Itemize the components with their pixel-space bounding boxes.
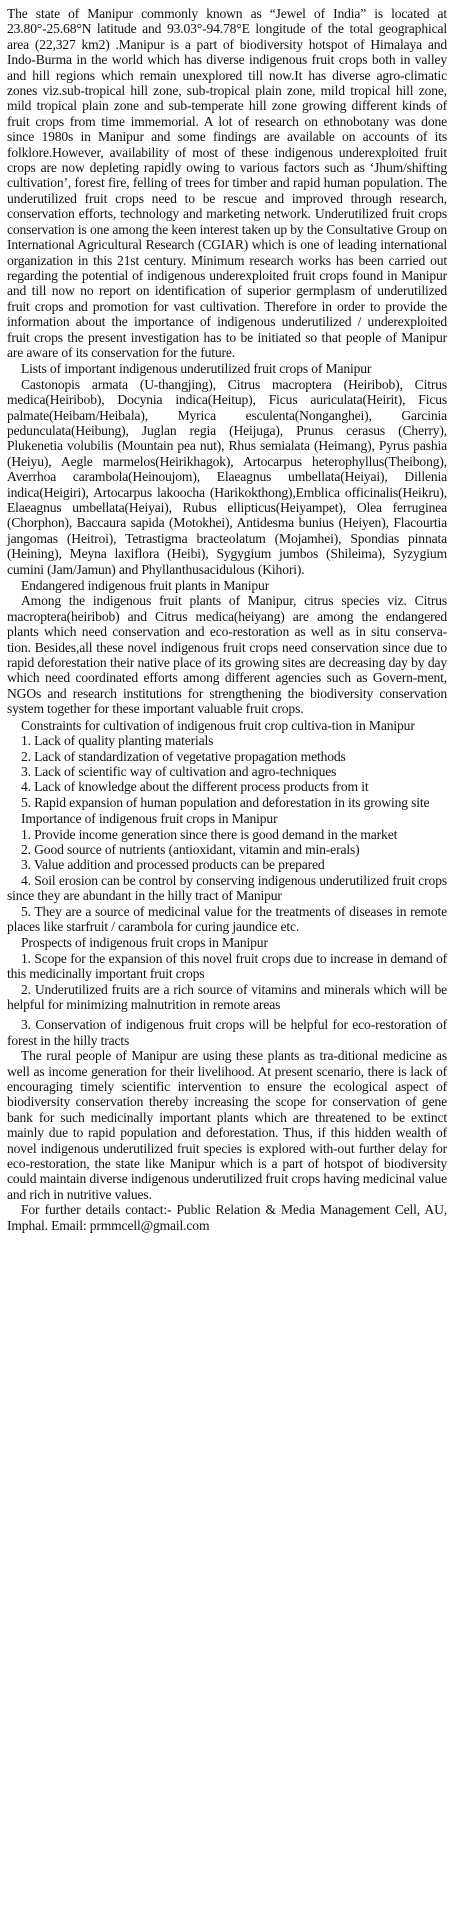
importance-list xyxy=(7,827,447,935)
list-item: 3. Value addition and processed products can be prepared xyxy=(21,857,325,873)
list-item: 1. Scope for the expansion of this novel fruit crops due to increase in demand of this medicinally important fruit crops xyxy=(7,950,447,982)
endangered-heading: Endangered indigenous fruit plants in Manipur xyxy=(21,578,270,594)
list-item: 5. Rapid expansion of human population and deforestation in its growing site xyxy=(21,794,430,810)
list-item: 3. Lack of scientific way of cultivation and agro-techniques xyxy=(21,763,337,779)
prospects-list xyxy=(7,951,447,1048)
conclusion-paragraph: The rural people of Manipur are using these plants as tra-ditional medicine as well as income generation for their livelihood. At present scenario, there is lack of encouraging timely scientific intervention to ensure the ecological aspect of biodiversity conservation thereby increasing the scope for conservation of gene bank for such medicinally important plants which are threatened to be extinct mainly due to rapid population and deforestation. Thus, if this hidden wealth of novel indigenous underutilized fruit species is explored with-out further delay for eco-restoration, the state like Manipur which is a part of hotspot of biodiversity could maintain diverse indigenous underutilized fruit crops having medicinal value and rich in nutritive values. xyxy=(7,1048,447,1202)
list-item: 1. Lack of quality planting materials xyxy=(21,733,214,749)
intro-paragraph: The state of Manipur commonly known as “Jewel of India” is located at 23.80°-25.68°N latitude and 93.03°-94.78°E longitude of the total geographical area (22,327 km2) .Manipur is a part of biodiversity hotspot of Himalaya and Indo-Burma in the world which has diverse indigenous fruit crops both in valley and hill regions which remain unexplored till now.It has diverse agro-climatic zones viz.sub-tropical hill zone, sub-tropical plain zone, mild tropical hill zone, mild tropical plain zone and sub-temperate hill zone growing different kinds of fruit crops from time immemorial. A lot of research on ethnobotany was done since 1980s in Manipur and some findings are available on accounts of its folklore.However, availability of most of these indigenous underexploited fruit crops are now depleting rapidly owing to various factors such as ‘Jhum/shifting cultivation’, forest fire, felling of trees for timber and rapid human population. The underutilized fruit crops need to be rescue and improved through research, conservation efforts, technology and marketing network. Underutilized fruit crops conservation is one among the keen interest taken up by the Consultative Group on International Agricultural Research (CGIAR) which is one of leading international organization in this 21st century. Minimum research works has been carried out regarding the potential of indigenous underexploited fruit crops found in Manipur and till now no report on identification of superior germplasm of underutilized fruit crops and promotion for vast cultivation. Therefore in order to provide the information about the importance of indigenous underutilized / underexploited fruit crops the present investigation has to be initiated so that people of Manipur are aware of its conservation for the future. xyxy=(7,6,447,360)
species-list-heading: Lists of important indigenous underutilized fruit crops of Manipur xyxy=(21,361,372,377)
list-item: 5. They are a source of medicinal value for the treatments of diseases in remote places like starfruit / carambola for curing jaundice etc. xyxy=(7,903,447,934)
list-item: 2. Underutilized fruits are a rich source of vitamins and minerals which will be helpful for minimizing malnutrition in remote areas xyxy=(7,981,447,1012)
endangered-paragraph: Among the indigenous fruit plants of Manipur, citrus species viz. Citrus macroptera(heiribob) and Citrus medica(heiyang) are among the endangered plants which need conservation and eco-restoration as well as in situ conserva-tion. Besides,all these novel indigenous fruit crops need conservation since due to rapid deforestation their native place of its growing sites are decreasing day by day which need coordinated efforts among different agencies such as Govern-ment, NGOs and research institutions for strengthening the biodiversity conservation system together for these important valuable fruit crops. xyxy=(7,593,447,717)
list-item: 4. Lack of knowledge about the different process products from it xyxy=(21,779,369,795)
list-item: 4. Soil erosion can be control by conserving indigenous underutilized fruit crops since they are abundant in the hilly tract of Manipur xyxy=(7,872,447,904)
constraints-list xyxy=(7,733,447,810)
list-item: 1. Provide income generation since there is good demand in the market xyxy=(21,826,398,842)
list-item: 2. Good source of nutrients (antioxidant, vitamin and min-erals) xyxy=(21,841,360,857)
constraints-heading: Constraints for cultivation of indigenous fruit crop cultiva-tion in Manipur xyxy=(21,717,415,733)
prospects-heading: Prospects of indigenous fruit crops in Manipur xyxy=(21,935,268,951)
species-list-paragraph: Castonopis armata (U-thangjing), Citrus macroptera (Heiribob), Citrus medica(Heiribob), Docynia indica(Heitup), Ficus auriculata(Heirit), Ficus palmate(Heibam/Heibala), Myrica esculenta(Nonganghei), Garcinia pedunculata(Heibung), Juglan regia (Heijuga), Prunus cerasus (Cherry), Plukenetia volubilis (Mountain pea nut), Rhus semialata (Heimang), Pyrus pashia (Heiyu), Aegle marmelos(Heirikhagok), Artocarpus heterophyllus(Theibong), Averrhoa carambola(Heinoujom), Elaeagnus umbellata(Heiyai), Dillenia indica(Heigiri), Artocarpus lakoocha (Harikokthong),Emblica officinalis(Heikru), Elaeagnus umbellata(Heiyai), Rubus ellipticus(Heiyampet), Olea ferruginea (Chorphon), Baccaura sapida (Motokhei), Antidesma bunius (Heiyen), Flacourtia jangomas (Heitroi), Tetrastigma bracteolatum (Mojamhei), Spondias pinnata (Heining), Meyna laxiflora (Heibi), Sygygium jumbos (Shileima), Syzygium cumini (Jam/Jamun) and Phyllanthusacidulous (Kihori). xyxy=(7,376,447,577)
list-item: 2. Lack of standardization of vegetative propagation methods xyxy=(21,748,346,764)
importance-heading: Importance of indigenous fruit crops in Manipur xyxy=(21,811,278,827)
list-item: 3. Conservation of indigenous fruit crops will be helpful for eco-restoration of forest in the hilly tracts xyxy=(7,1017,447,1048)
contact-line: For further details contact:- Public Relation & Media Management Cell, AU, Imphal. Email: prmmcell@gmail.com xyxy=(7,1202,447,1233)
